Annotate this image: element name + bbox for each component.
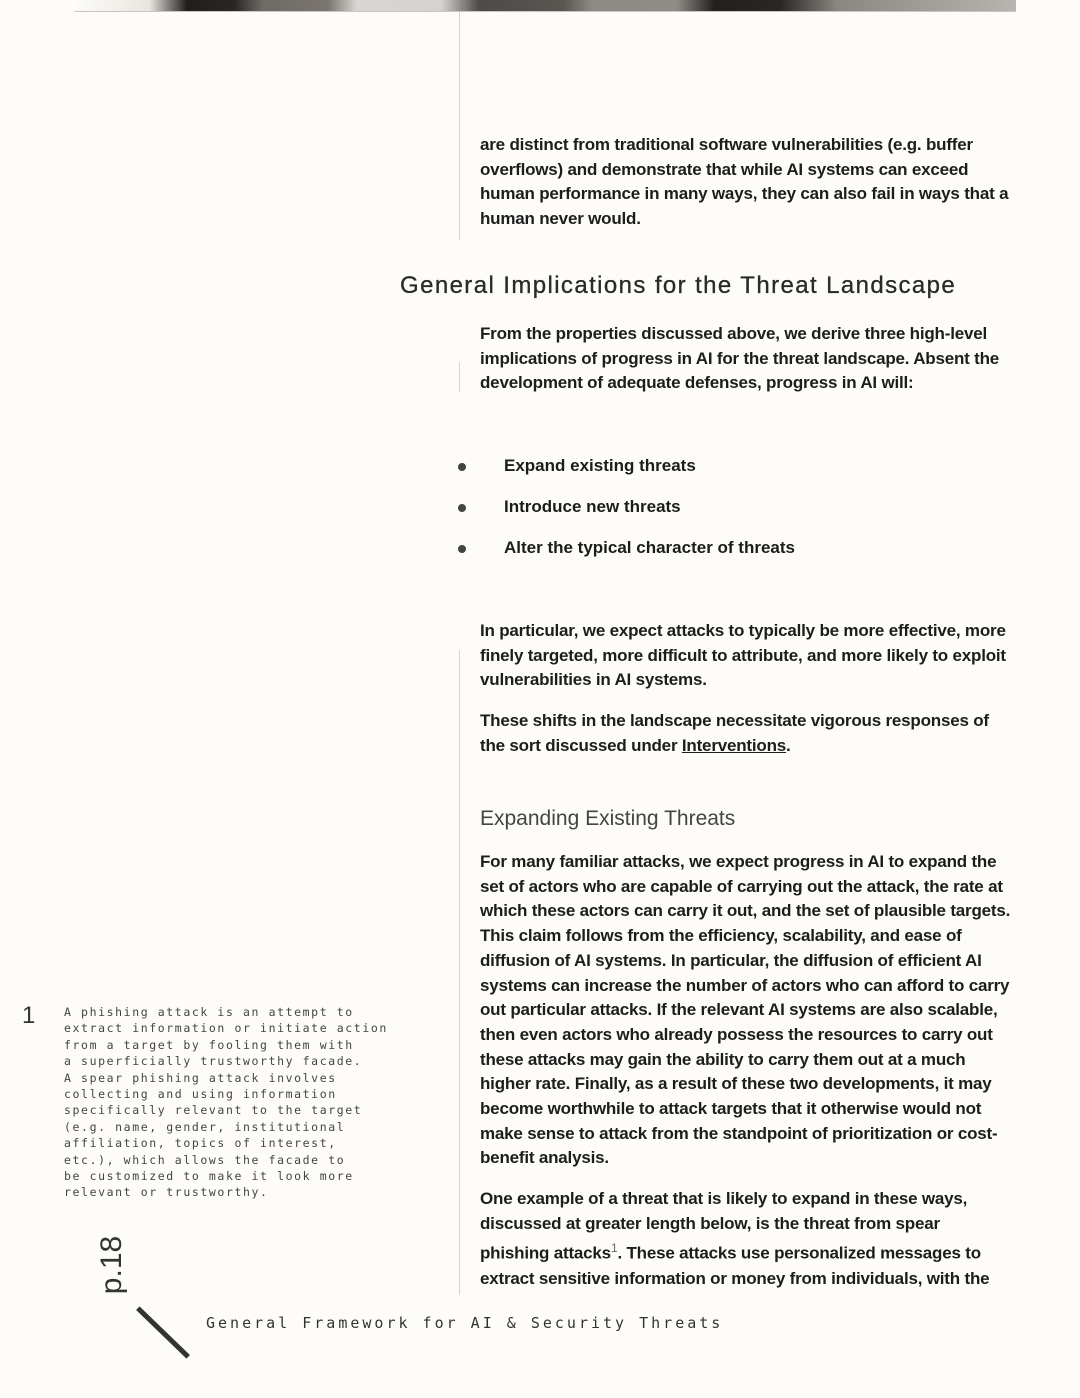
- bullet-dot-icon: [458, 545, 466, 553]
- footnote-reference[interactable]: 1: [610, 1241, 618, 1256]
- footnote-text: A phishing attack is an attempt to extract information or initiate action from a target by fooling them with a superficially trustworthy facade. A spear phishing attack involves collecting and using information specifically relevant to the target (e.g. name, gender, institutional affiliation, topics of interest, etc.), which allows the facade to be customized to make it look more relevant or trustworthy.: [64, 1005, 388, 1200]
- column-divider: [459, 650, 460, 1295]
- paragraph-particular: In particular, we expect attacks to typically be more effective, more finely targeted, more difficult to attribute, and more likely to exploit vulnerabilities in AI systems.: [480, 621, 1006, 690]
- paragraph-expanding: For many familiar attacks, we expect progress in AI to expand the set of actors who are capable of carrying out the attack, the rate at which these actors can carry it out, and the set of plausible targets. This claim follows from the efficiency, scalability, and ease of diffusion of AI systems. In particular, the diffusion of efficient AI systems can increase the number of actors who can afford to carry out particular attacks. If the relevant AI systems are also scalable, then even actors who already possess the resources to carry out these attacks may gain the ability to carry them out at a much higher rate. Finally, as a result of these two developments, it may become worthwhile to attack targets that it otherwise would not make sense to attack from the standpoint of prioritization or cost-benefit analysis.: [480, 852, 1011, 1168]
- bullet-dot-icon: [458, 463, 466, 471]
- section-heading: General Implications for the Threat Landscape: [400, 272, 957, 299]
- paragraph-intro-continued: are distinct from traditional software vulnerabilities (e.g. buffer overflows) and demonstrate that while AI systems can exceed human performance in many ways, they can also fail in ways that a human never would.: [480, 135, 1009, 229]
- footnote-number: 1: [22, 1002, 36, 1029]
- interventions-link[interactable]: Interventions: [681, 735, 787, 755]
- column-divider: [459, 12, 460, 240]
- slash-divider: [136, 1306, 190, 1358]
- bullet-dot-icon: [458, 504, 466, 512]
- column-divider: [459, 362, 460, 392]
- header-gradient-bar: [74, 0, 1016, 12]
- paragraph-section-intro: From the properties discussed above, we derive three high-level implications of progress in AI for the threat landscape. Absent the development of adequate defenses, progress in AI will:: [480, 324, 1000, 393]
- paragraph-shifts: These shifts in the landscape necessitate vigorous responses of the sort discussed under Interventions.: [480, 711, 989, 755]
- page-number: p.18: [95, 1235, 128, 1295]
- footer-title: General Framework for AI & Security Threats: [206, 1314, 724, 1332]
- paragraph-example: One example of a threat that is likely to expand in these ways, discussed at greater length below, is the threat from spear phishing attacks$^1$. These attacks use personalized messages to extract sensitive information or money from individuals, with the: [480, 1189, 990, 1288]
- subsection-heading: Expanding Existing Threats: [480, 807, 736, 830]
